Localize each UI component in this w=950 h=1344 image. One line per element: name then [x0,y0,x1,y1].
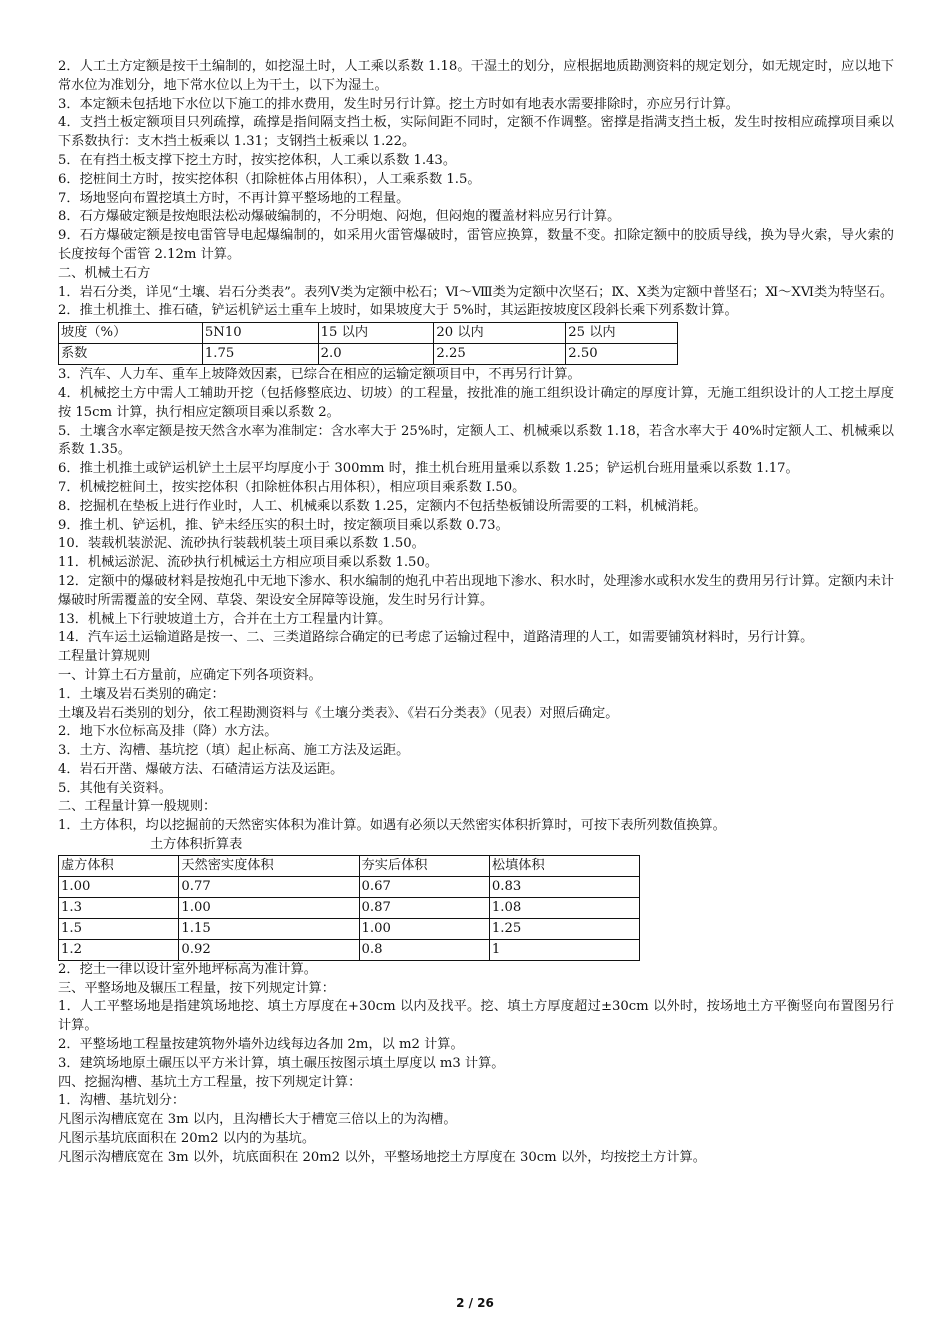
table-cell: 松填体积 [489,855,639,876]
paragraph: 4．岩石开凿、爆破方法、石碴清运方法及运距。 [58,761,344,777]
paragraph: 凡图示沟槽底宽在 3m 以外，坑底面积在 20m2 以外，平整场地挖土方厚度在 30cm 以外，均按挖土方计算。 [58,1149,706,1165]
table-row [59,939,640,960]
table-cell: 天然密实度体积 [179,855,359,876]
paragraph: 1．土壤及岩石类别的确定： [58,686,225,702]
section-quantity-rules [58,961,894,1168]
table-cell: 2.25 [434,344,566,365]
paragraph: 3．本定额未包括地下水位以下施工的排水费用，发生时另行计算。挖土方时如有地表水需要排除时，亦应另行计算。 [58,96,739,112]
paragraph: 5．其他有关资料。 [58,780,172,796]
paragraph: 一、计算土石方量前，应确定下列各项资料。 [58,667,322,683]
paragraph: 8．挖掘机在垫板上进行作业时，人工、机械乘以系数 1.25，定额内不包括垫板铺设所需要的工料，机械消耗。 [58,498,707,514]
slope-coefficient-table [58,322,678,365]
paragraph: 7．机械挖桩间土，按实挖体积（扣除桩体积占用体积），相应项目乘系数 I.50。 [58,479,526,495]
table-cell: 0.77 [179,876,359,897]
table-cell: 2.0 [318,344,434,365]
paragraph: 13．机械上下行驶坡道土方，合并在土方工程量内计算。 [58,611,392,627]
paragraph: 1．人工平整场地是指建筑场地挖、填土方厚度在+30cm 以内及找平。挖、填土方厚度超过±30cm 以外时，按场地土方平衡竖向布置图另行计算。 [58,999,894,1034]
paragraph: 7．场地竖向布置挖填土方时，不再计算平整场地的工程量。 [58,190,410,206]
table-cell: 0.87 [359,897,489,918]
table-row [59,855,640,876]
paragraph: 12．定额中的爆破材料是按炮孔中无地下渗水、积水编制的炮孔中若出现地下渗水、积水时，处理渗水或积水发生的费用另行计算。定额内未计爆破时所需覆盖的安全网、草袋、架设安全屏障等设施，发生时另行计算。 [58,573,894,608]
paragraph: 3．建筑场地原土碾压以平方米计算，填土碾压按图示填土厚度以 m3 计算。 [58,1055,505,1071]
paragraph: 三、平整场地及辗压工程量，按下列规定计算： [58,980,335,996]
paragraph: 8．石方爆破定额是按炮眼法松动爆破编制的，不分明炮、闷炮，但闷炮的覆盖材料应另行计算。 [58,209,621,225]
table-cell: 1.00 [59,876,179,897]
paragraph: 1．沟槽、基坑划分： [58,1093,186,1109]
paragraph: 10．装载机装淤泥、流砂执行装载机装土项目乘以系数 1.50。 [58,536,425,552]
table-row [59,918,640,939]
paragraph: 凡图示沟槽底宽在 3m 以内，且沟槽长大于槽宽三倍以上的为沟槽。 [58,1112,457,1128]
table-cell: 20 以内 [434,323,566,344]
paragraph: 2．平整场地工程量按建筑物外墙外边线每边各加 2m，以 m2 计算。 [58,1037,464,1053]
table-cell: 1.00 [179,897,359,918]
section-manual-earthwork [58,58,894,321]
paragraph: 土壤及岩石类别的划分，依工程勘测资料与《土壤分类表》、《岩石分类表》（见表）对照后确定。 [58,705,619,721]
table-cell: 1.15 [179,918,359,939]
table-cell: 1.3 [59,897,179,918]
paragraph: 4．机械挖土方中需人工辅助开挖（包括修整底边、切坡）的工程量，按批准的施工组织设计确定的厚度计算，无施工组织设计的人工挖土厚度按 15cm 计算，执行相应定额项目乘以系数 2。 [58,385,894,420]
table-row [59,897,640,918]
section-mechanical-earthwork [58,366,894,836]
table-cell: 0.83 [489,876,639,897]
page-number: 2 / 26 [456,1296,494,1310]
table-cell: 1.08 [489,897,639,918]
paragraph: 3．汽车、人力车、重车上坡降效因素，已综合在相应的运输定额项目中，不再另行计算。 [58,367,581,383]
table-cell: 5N10 [202,323,318,344]
table-cell: 25 以内 [566,323,678,344]
document-page [58,58,894,1168]
table-cell: 1.25 [489,918,639,939]
volume-conversion-table [58,855,640,961]
table-cell: 1.00 [359,918,489,939]
paragraph: 9．推土机、铲运机，推、铲未经压实的积土时，按定额项目乘以系数 0.73。 [58,517,509,533]
volume-conversion-table-caption: 土方体积折算表 [150,837,243,853]
paragraph: 四、挖掘沟槽、基坑土方工程量，按下列规定计算： [58,1074,362,1090]
paragraph: 2．人工土方定额是按干土编制的，如挖湿土时，人工乘以系数 1.18。干湿土的划分，应根据地质勘测资料的规定划分，如无规定时，应以地下常水位为准划分，地下常水位以上为干土，以下为湿土。 [58,59,894,93]
table-cell: 1.5 [59,918,179,939]
paragraph: 凡图示基坑底面积在 20m2 以内的为基坑。 [58,1131,316,1147]
paragraph: 二、机械土石方 [58,265,151,281]
paragraph: 11．机械运淤泥、流砂执行机械运土方相应项目乘以系数 1.50。 [58,555,439,571]
table-cell: 坡度（%） [59,323,203,344]
table-cell: 0.67 [359,876,489,897]
table-cell: 虚方体积 [59,855,179,876]
paragraph: 1．岩石分类，详见“土壤、岩石分类表”。表列Ⅴ类为定额中松石；Ⅵ～Ⅷ类为定额中次坚石；Ⅸ、Ⅹ类为定额中普坚石；Ⅺ～ⅩⅥ类为特坚石。 [58,284,894,300]
table-cell: 系数 [59,344,203,365]
paragraph: 5．在有挡土板支撑下挖土方时，按实挖体积，人工乘以系数 1.43。 [58,152,457,168]
table-cell: 0.92 [179,939,359,960]
table-row [59,323,678,344]
table-cell: 1 [489,939,639,960]
paragraph: 5．土壤含水率定额是按天然含水率为准制定：含水率大于 25%时，定额人工、机械乘以系数 1.18，若含水率大于 40%时定额人工、机械乘以系数 1.35。 [58,423,894,458]
paragraph: 1．土方体积，均以挖掘前的天然密实体积为准计算。如遇有必须以天然密实体积折算时，可按下表所列数值换算。 [58,818,726,834]
paragraph: 2．推土机推土、推石碴，铲运机铲运土重车上坡时，如果坡度大于 5%时，其运距按坡度区段斜长乘下列系数计算。 [58,303,738,319]
table-cell: 15 以内 [318,323,434,344]
table-cell: 夯实后体积 [359,855,489,876]
paragraph: 4．支挡土板定额项目只列疏撑，疏撑是指间隔支挡土板，实际间距不同时，定额不作调整。密撑是指满支挡土板，发生时按相应疏撑项目乘以下系数执行：支木挡土板乘以 1.31；支钢挡土板乘以 1.22。 [58,115,894,150]
paragraph: 9．石方爆破定额是按电雷管导电起爆编制的，如采用火雷管爆破时，雷管应换算，数量不变。扣除定额中的胶质导线，换为导火索，导火索的长度按每个雷管 2.12m 计算。 [58,228,894,262]
paragraph: 二、工程量计算一般规则： [58,799,217,815]
table-row [59,876,640,897]
paragraph: 3．土方、沟槽、基坑挖（填）起止标高、施工方法及运距。 [58,743,410,759]
table-cell: 0.8 [359,939,489,960]
paragraph: 6．挖桩间土方时，按实挖体积（扣除桩体占用体积），人工乘系数 1.5。 [58,171,481,187]
table-cell: 2.50 [566,344,678,365]
paragraph: 2．挖土一律以设计室外地坪标高为准计算。 [58,961,317,977]
paragraph: 6．推土机推土或铲运机铲土土层平均厚度小于 300mm 时，推土机台班用量乘以系数 1.25；铲运机台班用量乘以系数 1.17。 [58,461,799,477]
paragraph: 工程量计算规则 [58,649,151,665]
table-cell: 1.2 [59,939,179,960]
paragraph: 14．汽车运土运输道路是按一、二、三类道路综合确定的已考虑了运输过程中，道路清理的人工，如需要铺筑材料时，另行计算。 [58,630,814,646]
table-cell: 1.75 [202,344,318,365]
table-row [59,344,678,365]
paragraph: 2．地下水位标高及排（降）水方法。 [58,724,278,740]
